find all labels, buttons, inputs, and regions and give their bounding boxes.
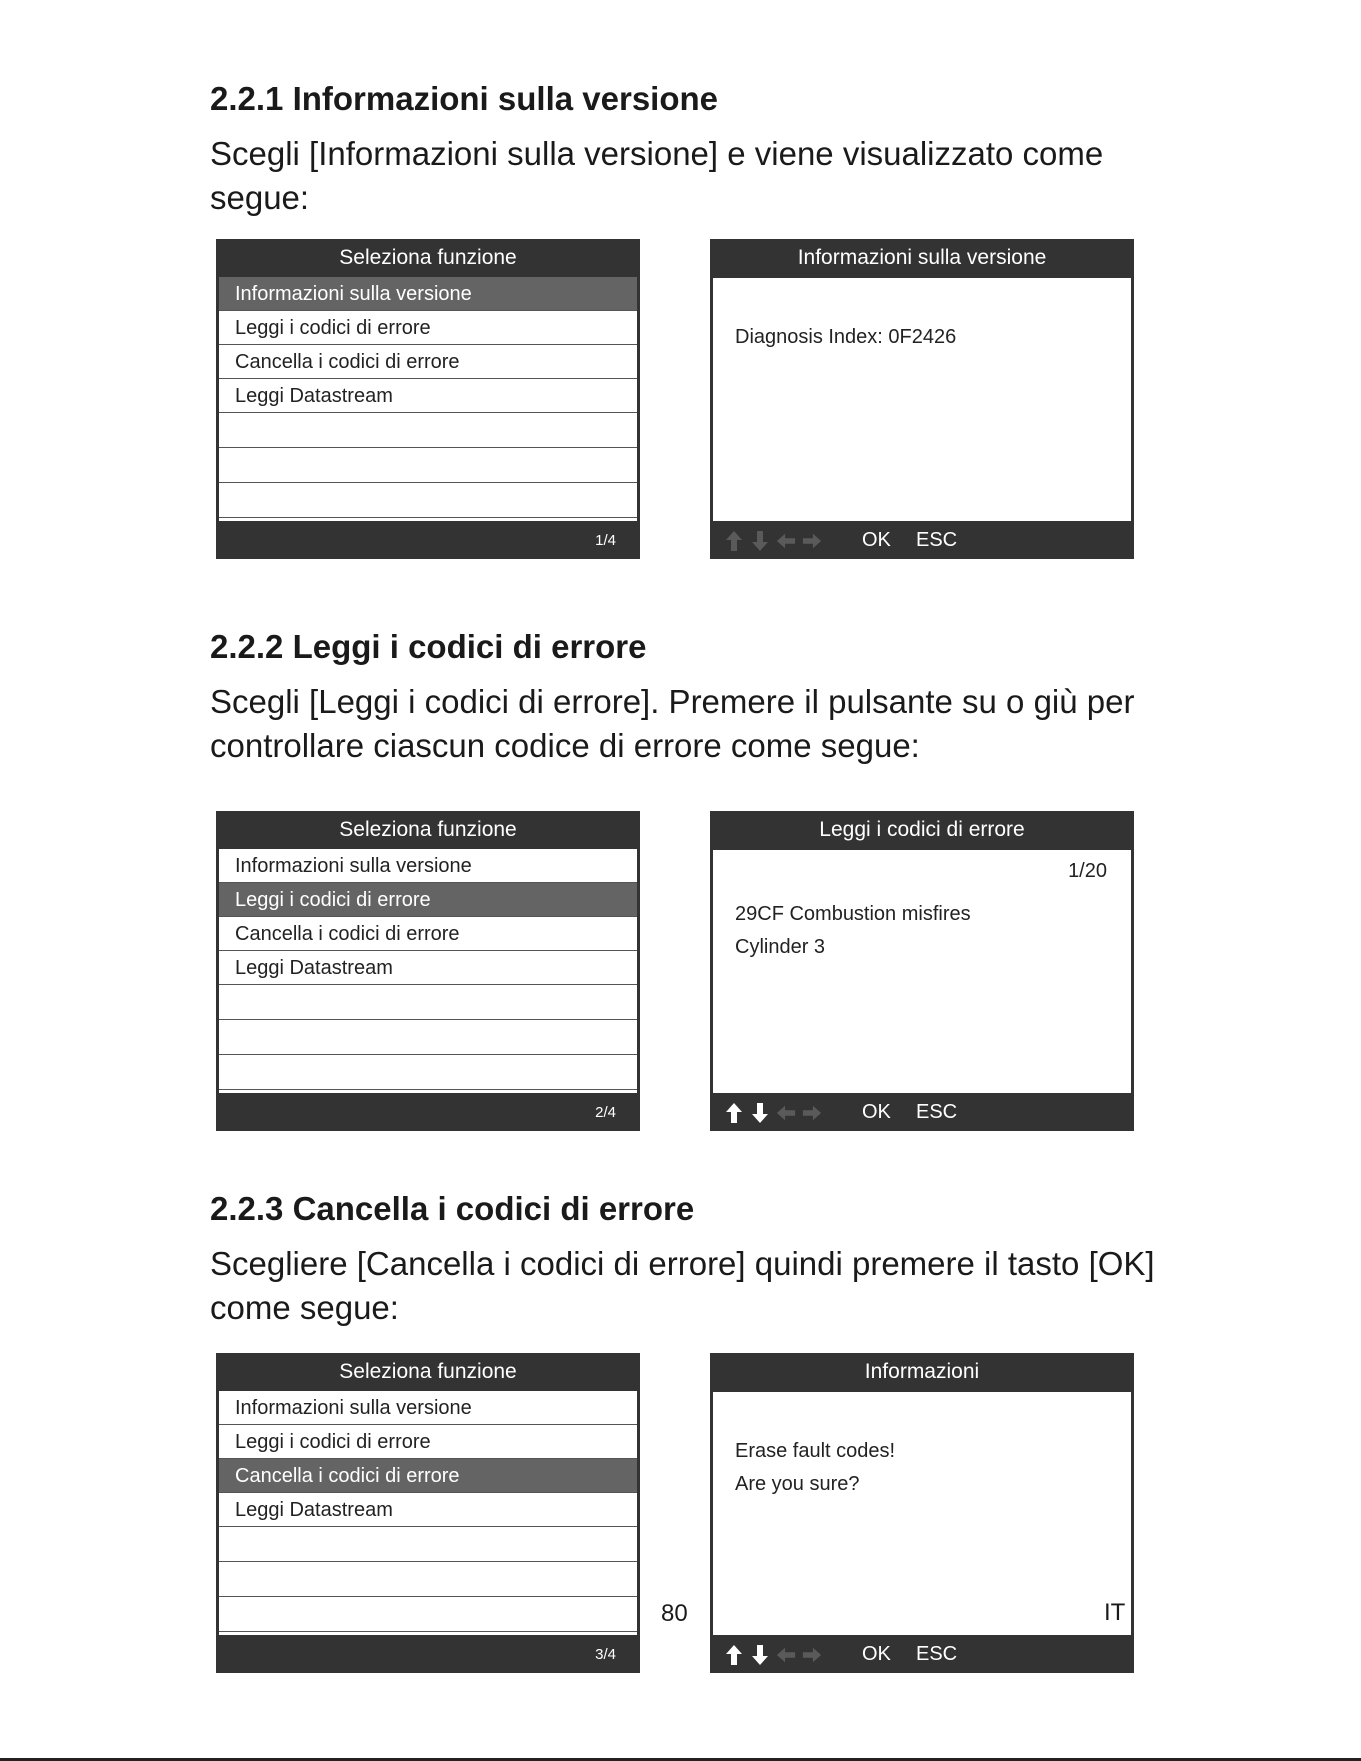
fault-code-detail: Cylinder 3 <box>735 936 826 958</box>
arrow-up-icon[interactable] <box>724 1102 744 1124</box>
arrow-left-icon[interactable] <box>776 1644 796 1666</box>
menu-empty-row <box>219 1597 637 1632</box>
menu-empty-row <box>219 1527 637 1562</box>
menu-item-datastream[interactable]: Leggi Datastream <box>219 1493 637 1527</box>
page-indicator: 3/4 <box>595 1646 616 1663</box>
section-paragraph: Scegli [Informazioni sulla versione] e viene visualizzato come segue: <box>210 135 1104 216</box>
select-function-screen <box>216 239 640 559</box>
menu-empty-row <box>219 413 637 448</box>
erase-confirm-screen <box>710 1353 1134 1673</box>
arrow-right-icon[interactable] <box>802 1102 822 1124</box>
arrow-right-icon[interactable] <box>802 1644 822 1666</box>
language-label: IT <box>1104 1599 1126 1626</box>
menu-empty-row <box>219 985 637 1020</box>
screen-title: Seleziona funzione <box>339 246 517 269</box>
arrow-up-icon[interactable] <box>724 1644 744 1666</box>
screen-footer <box>216 1095 640 1131</box>
menu-empty-row <box>219 1055 637 1090</box>
esc-key[interactable]: ESC <box>916 1101 958 1123</box>
nav-arrows <box>724 1642 822 1668</box>
code-counter: 1/20 <box>1068 860 1107 882</box>
nav-arrows <box>724 528 822 554</box>
menu-item-datastream[interactable]: Leggi Datastream <box>219 379 637 413</box>
screen-title: Leggi i codici di errore <box>819 818 1025 841</box>
menu-item-erase-codes[interactable]: Cancella i codici di errore <box>219 345 637 379</box>
screen-title: Informazioni sulla versione <box>797 246 1047 269</box>
menu-item-read-codes[interactable]: Leggi i codici di errore <box>219 883 637 917</box>
screen-footer <box>710 1095 1134 1131</box>
function-menu <box>219 1391 637 1635</box>
esc-key[interactable]: ESC <box>916 529 958 551</box>
arrow-down-icon[interactable] <box>750 530 770 552</box>
ok-key[interactable]: OK <box>862 1643 891 1665</box>
menu-empty-row <box>219 1020 637 1055</box>
nav-arrows <box>724 1100 822 1126</box>
screen-footer <box>216 1637 640 1673</box>
screen-footer <box>710 1637 1134 1673</box>
screen-content <box>713 1392 1131 1635</box>
screen-footer <box>216 523 640 559</box>
menu-item-version-info[interactable]: Informazioni sulla versione <box>219 849 637 883</box>
section-paragraph: Scegliere [Cancella i codici di errore] quindi premere il tasto [OK] come segue: <box>210 1245 1155 1326</box>
section-heading: 2.2.1 Informazioni sulla versione <box>210 80 719 117</box>
screen-footer <box>710 523 1134 559</box>
screen-content <box>713 850 1131 1093</box>
screen-content <box>713 278 1131 521</box>
arrow-left-icon[interactable] <box>776 530 796 552</box>
confirm-question: Are you sure? <box>735 1473 860 1495</box>
menu-empty-row <box>219 1562 637 1597</box>
arrow-right-icon[interactable] <box>802 530 822 552</box>
menu-item-erase-codes[interactable]: Cancella i codici di errore <box>219 917 637 951</box>
arrow-up-icon[interactable] <box>724 530 744 552</box>
ok-key[interactable]: OK <box>862 529 891 551</box>
menu-item-erase-codes[interactable]: Cancella i codici di errore <box>219 1459 637 1493</box>
screen-title: Seleziona funzione <box>339 1360 517 1383</box>
menu-item-read-codes[interactable]: Leggi i codici di errore <box>219 1425 637 1459</box>
arrow-down-icon[interactable] <box>750 1102 770 1124</box>
page-indicator: 1/4 <box>595 532 616 549</box>
arrow-left-icon[interactable] <box>776 1102 796 1124</box>
menu-item-datastream[interactable]: Leggi Datastream <box>219 951 637 985</box>
version-info-screen <box>710 239 1134 559</box>
page-number: 80 <box>661 1600 688 1627</box>
menu-item-version-info[interactable]: Informazioni sulla versione <box>219 1391 637 1425</box>
menu-item-read-codes[interactable]: Leggi i codici di errore <box>219 311 637 345</box>
erase-message: Erase fault codes! <box>735 1440 896 1462</box>
ok-key[interactable]: OK <box>862 1101 891 1123</box>
screen-title: Informazioni <box>864 1360 980 1383</box>
esc-key[interactable]: ESC <box>916 1643 958 1665</box>
function-menu <box>219 849 637 1093</box>
arrow-down-icon[interactable] <box>750 1644 770 1666</box>
section-heading: 2.2.2 Leggi i codici di errore <box>210 628 647 665</box>
select-function-screen <box>216 811 640 1131</box>
screen-title: Seleziona funzione <box>339 818 517 841</box>
section-paragraph: Scegli [Leggi i codici di errore]. Premere il pulsante su o giù per controllare ciascun codice di errore come segue: <box>210 683 1135 764</box>
select-function-screen <box>216 1353 640 1673</box>
fault-code-text: 29CF Combustion misfires <box>735 903 971 925</box>
diagnosis-index-text: Diagnosis Index: 0F2426 <box>735 326 957 348</box>
function-menu <box>219 277 637 521</box>
menu-empty-row <box>219 483 637 518</box>
section-heading: 2.2.3 Cancella i codici di errore <box>210 1190 695 1227</box>
page-indicator: 2/4 <box>595 1104 616 1121</box>
menu-item-version-info[interactable]: Informazioni sulla versione <box>219 277 637 311</box>
read-codes-screen <box>710 811 1134 1131</box>
menu-empty-row <box>219 448 637 483</box>
